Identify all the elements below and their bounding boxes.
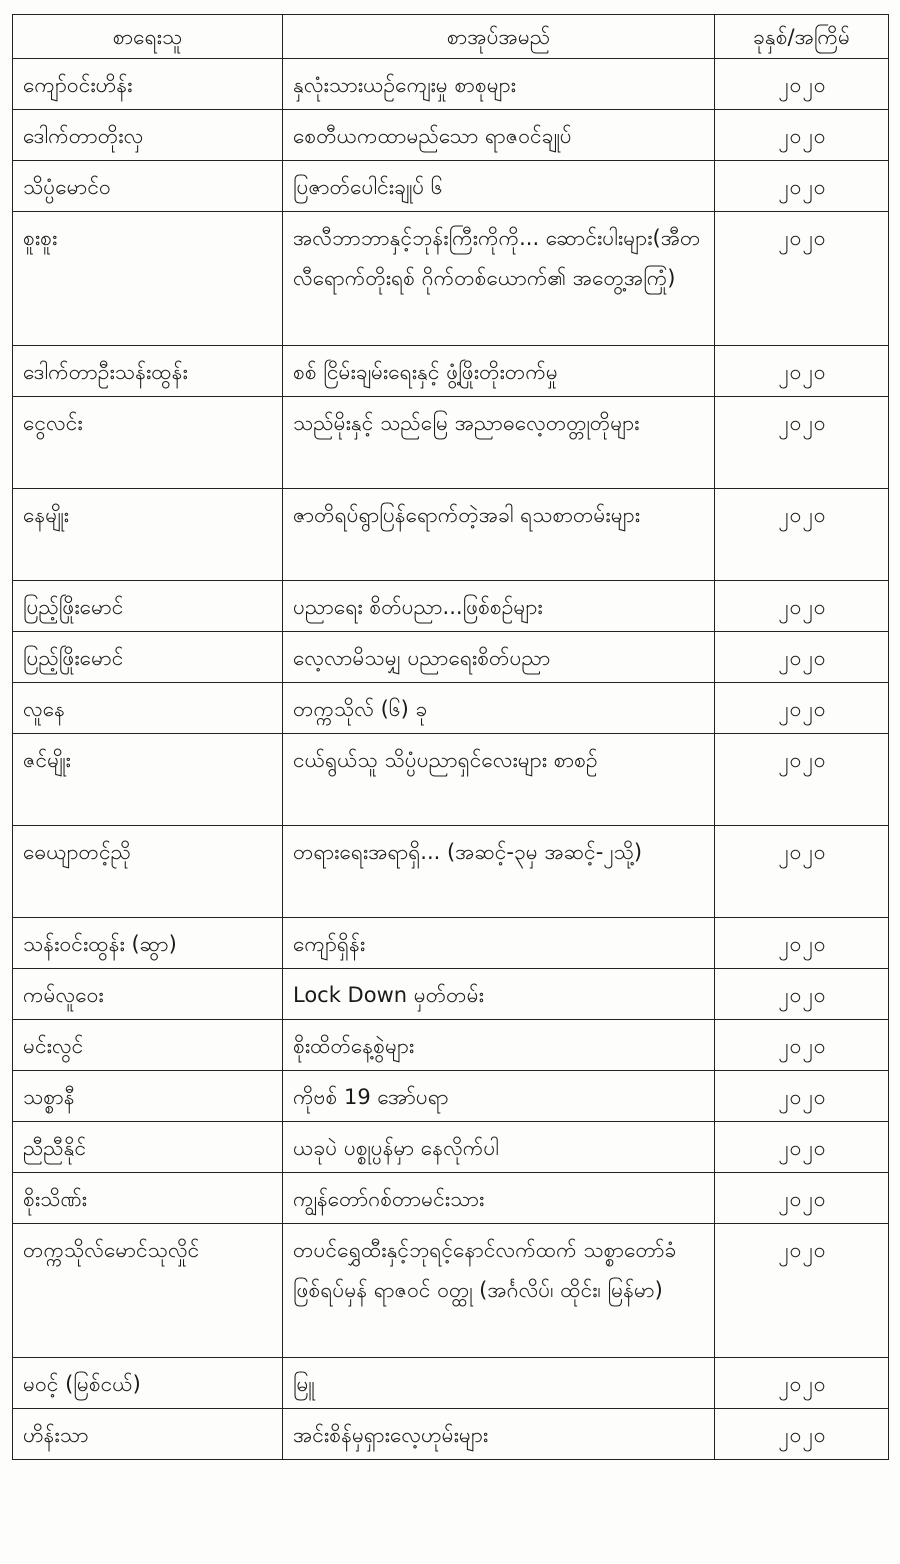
book-catalog-table bbox=[12, 14, 889, 1460]
table-row bbox=[13, 632, 889, 683]
cell-year: ၂၀၂၀ bbox=[715, 734, 889, 826]
cell-title: အလီဘာဘာနှင့်ဘုန်းကြီးကိုကို... ဆောင်းပါးများ(အီတလီရောက်တိုးရစ် ဂိုက်တစ်ယောက်၏ အတွေ့အကြုံ) bbox=[283, 212, 715, 346]
cell-author: ကျော်ဝင်းဟိန်း bbox=[13, 59, 283, 110]
cell-title: ကိုဗစ် 19 အော်ပရာ bbox=[283, 1071, 715, 1122]
cell-year: ၂၀၂၀ bbox=[715, 1409, 889, 1460]
cell-year: ၂၀၂၀ bbox=[715, 632, 889, 683]
table-row bbox=[13, 683, 889, 734]
cell-title: ပညာရေး စိတ်ပညာ...ဖြစ်စဉ်များ bbox=[283, 581, 715, 632]
cell-title: သည်မိုးနှင့် သည်မြေ အညာဓလေ့တတ္တုတိုများ bbox=[283, 397, 715, 489]
table-row bbox=[13, 918, 889, 969]
table-row bbox=[13, 1173, 889, 1224]
table-row bbox=[13, 734, 889, 826]
cell-author: စူးစူး bbox=[13, 212, 283, 346]
cell-author: တက္ကသိုလ်မောင်သုလှိုင် bbox=[13, 1224, 283, 1358]
cell-author: ငွေလင်း bbox=[13, 397, 283, 489]
cell-title: Lock Down မှတ်တမ်း bbox=[283, 969, 715, 1020]
table-row bbox=[13, 110, 889, 161]
table-row bbox=[13, 489, 889, 581]
cell-title: ကျော်ရှိန်း bbox=[283, 918, 715, 969]
cell-year: ၂၀၂၀ bbox=[715, 581, 889, 632]
cell-title: ကျွန်တော်ဂစ်တာမင်းသား bbox=[283, 1173, 715, 1224]
cell-author: မဝင့် (မြစ်ငယ်) bbox=[13, 1358, 283, 1409]
cell-title: လေ့လာမိသမျှ ပညာရေးစိတ်ပညာ bbox=[283, 632, 715, 683]
cell-title: စိုးထိတ်နေ့စွဲများ bbox=[283, 1020, 715, 1071]
table-row bbox=[13, 581, 889, 632]
cell-year: ၂၀၂၀ bbox=[715, 110, 889, 161]
table-row bbox=[13, 1409, 889, 1460]
cell-author: နေမျိုး bbox=[13, 489, 283, 581]
cell-author: လူနေ bbox=[13, 683, 283, 734]
header-author: စာရေးသူ bbox=[13, 15, 283, 59]
cell-title: တရားရေးအရာရှိ... (အဆင့်-၃မှ အဆင့်-၂သို့) bbox=[283, 826, 715, 918]
cell-author: မင်းလွင် bbox=[13, 1020, 283, 1071]
table-row bbox=[13, 1224, 889, 1358]
cell-author: ပြည့်ဖြိုးမောင် bbox=[13, 581, 283, 632]
cell-author: သိပ္ပံမောင်ဝ bbox=[13, 161, 283, 212]
cell-title: တပင်ရွှေထီးနှင့်ဘုရင့်နောင်လက်ထက် သစ္စာတော်ခံ ဖြစ်ရပ်မှန် ရာဇဝင် ဝတ္ထု (အင်္ဂလိပ်၊ ထိုင်း၊ မြန်မာ) bbox=[283, 1224, 715, 1358]
cell-author: ညီညီနိုင် bbox=[13, 1122, 283, 1173]
cell-title: နှလုံးသားယဉ်ကျေးမှု စာစုများ bbox=[283, 59, 715, 110]
cell-title: မြူ bbox=[283, 1358, 715, 1409]
cell-author: ဟိန်းသာ bbox=[13, 1409, 283, 1460]
cell-year: ၂၀၂၀ bbox=[715, 59, 889, 110]
table-row bbox=[13, 1020, 889, 1071]
cell-author: ဒေါက်တာဦးသန်းထွန်း bbox=[13, 346, 283, 397]
cell-year: ၂၀၂၀ bbox=[715, 1224, 889, 1358]
cell-year: ၂၀၂၀ bbox=[715, 1071, 889, 1122]
cell-author: ဒေါက်တာတိုးလှ bbox=[13, 110, 283, 161]
cell-year: ၂၀၂၀ bbox=[715, 489, 889, 581]
cell-author: ဓေယျာတင့်ညို bbox=[13, 826, 283, 918]
cell-year: ၂၀၂၀ bbox=[715, 969, 889, 1020]
table-row bbox=[13, 969, 889, 1020]
cell-year: ၂၀၂၀ bbox=[715, 397, 889, 489]
cell-year: ၂၀၂၀ bbox=[715, 1358, 889, 1409]
cell-author: ကမ်လူဝေး bbox=[13, 969, 283, 1020]
cell-year: ၂၀၂၀ bbox=[715, 826, 889, 918]
cell-author: သစ္စာနီ bbox=[13, 1071, 283, 1122]
header-year: ခုနှစ်/အကြိမ် bbox=[715, 15, 889, 59]
table-row bbox=[13, 59, 889, 110]
cell-author: စိုးသိဏ်း bbox=[13, 1173, 283, 1224]
table-row bbox=[13, 346, 889, 397]
cell-year: ၂၀၂၀ bbox=[715, 212, 889, 346]
table-row bbox=[13, 161, 889, 212]
cell-author: ဇင်မျိုး bbox=[13, 734, 283, 826]
header-title: စာအုပ်အမည် bbox=[283, 15, 715, 59]
cell-year: ၂၀၂၀ bbox=[715, 346, 889, 397]
cell-title: ပြဇာတ်ပေါင်းချုပ် ၆ bbox=[283, 161, 715, 212]
cell-title: ဇာတိရပ်ရွာပြန်ရောက်တဲ့အခါ ရသစာတမ်းများ bbox=[283, 489, 715, 581]
cell-author: သန်းဝင်းထွန်း (ဆွာ) bbox=[13, 918, 283, 969]
table-row bbox=[13, 1071, 889, 1122]
table-row bbox=[13, 212, 889, 346]
table-row bbox=[13, 1122, 889, 1173]
cell-title: ယခုပဲ ပစ္စုပ္ပန်မှာ နေလိုက်ပါ bbox=[283, 1122, 715, 1173]
cell-author: ပြည့်ဖြိုးမောင် bbox=[13, 632, 283, 683]
table-header-row bbox=[13, 15, 889, 59]
cell-year: ၂၀၂၀ bbox=[715, 683, 889, 734]
table-row bbox=[13, 1358, 889, 1409]
table-row bbox=[13, 397, 889, 489]
cell-year: ၂၀၂၀ bbox=[715, 1122, 889, 1173]
cell-year: ၂၀၂၀ bbox=[715, 1020, 889, 1071]
table-row bbox=[13, 826, 889, 918]
cell-title: တက္ကသိုလ် (၆) ခု bbox=[283, 683, 715, 734]
cell-year: ၂၀၂၀ bbox=[715, 918, 889, 969]
cell-title: စစ် ငြိမ်းချမ်းရေးနှင့် ဖွံ့ဖြိုးတိုးတက်မှု bbox=[283, 346, 715, 397]
cell-year: ၂၀၂၀ bbox=[715, 161, 889, 212]
cell-title: စေတီယကထာမည်သော ရာဇဝင်ချုပ် bbox=[283, 110, 715, 161]
cell-title: အင်းစိန်မှရှားလေ့ဟုမ်းများ bbox=[283, 1409, 715, 1460]
cell-year: ၂၀၂၀ bbox=[715, 1173, 889, 1224]
cell-title: ငယ်ရွယ်သူ သိပ္ပံပညာရှင်လေးများ စာစဉ် bbox=[283, 734, 715, 826]
